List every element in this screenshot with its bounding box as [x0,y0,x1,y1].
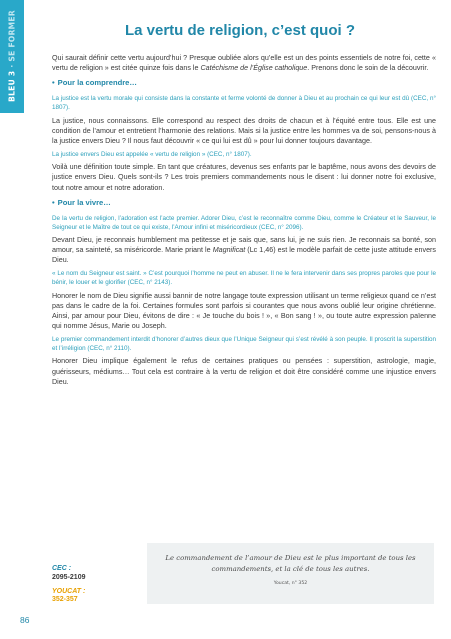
catechism-quote: La justice est la vertu morale qui consiste dans la constante et ferme volonté de donner à Dieu et au prochain ce qui leur est dû (CEC, n° 1807). [52,95,436,112]
intro-catechism-title: Catéchisme de l’Église catholique [200,64,308,73]
bullet-icon: • [52,197,55,207]
body-paragraph: Honorer Dieu implique également le refus de certaines pratiques ou pensées : superstition, astrologie, magie, guérisseurs, médiums… Tout cela est contraire à la vertu de religion et doit être considéré comme une injustice envers Dieu. [52,357,436,386]
section-heading-text: Pour la vivre… [57,197,111,207]
catechism-quote: « Le nom du Seigneur est saint. » C’est pourquoi l’homme ne peut en abuser. Il ne le fera intervenir dans ses propres paroles que pour le bénir, le louer et le glorifier (CEC, n° 2143). [52,270,436,287]
cec-value: 2095-2109 [52,573,86,581]
catechism-quote: Le premier commandement interdit d’honorer d’autres dieux que l’Unique Seigneur qui s’est révélé à son peuple. Il proscrit la superstition et l’irréligion (CEC, n° 2110). [52,335,436,352]
body-paragraph: Voilà une définition toute simple. En tant que créatures, devenus ses enfants par le baptême, nous avons des devoirs de justice envers Dieu. Quels sont-ils ? Les trois premiers commandements nous le disent : lui donner notre foi exclusive, tout notre amour et notre adoration. [52,163,436,192]
body-paragraph: La justice, nous connaissons. Elle correspond au respect des droits de chacun et à l’équité entre tous. Elle est une condition de l’amour et entretient l’harmonie des relations. Mais si la justice entre les hommes va de soi, pensons-nous à la justice envers Dieu ? Il nous faut découvrir « ce qui lui est dû » pour lui donner toujours davantage. [52,116,436,146]
youcat-label: YOUCAT : [52,587,86,595]
page-title: La vertu de religion, c’est quoi ? [124,22,356,39]
chapter-name: BLEU 3 [7,70,17,102]
chapter-tab [0,0,24,113]
intro-paragraph [52,53,436,73]
youcat-value: 352-357 [52,596,78,604]
chapter-section: SE FORMER [7,10,17,62]
body-text: (Lc 1,46) est le modèle parfait de cette juste attitude envers Dieu. [52,246,436,265]
body-paragraph: Honorer le nom de Dieu signifie aussi bannir de notre langage toute expression utilisant un terme religieux quand ce n’est pas dans le cadre de la foi. Certaines formules sont parfois si courantes que nous avons oublié leur origine chrétienne. Ainsi, par amour pour Dieu, évitons de dire : « Je touche du bois ! », « Bon sang ! », ou toute autre expression païenne qui nomme Jésus, Marie ou Joseph. [52,291,436,331]
page-number: 86 [20,615,30,625]
chapter-separator: · [7,64,17,68]
intro-text-2: . Prenons donc le soin de la découvrir. [307,64,429,73]
article-body [52,53,436,390]
body-text: Devant Dieu, je reconnais humblement ma petitesse et je sais que, sans lui, je ne suis rien. Je reconnais sa bonté, son amour, sa sainteté, sa miséricorde. Marie priant le [52,236,436,255]
section-heading-text: Pour la comprendre… [57,78,138,88]
section-heading-live [52,198,436,209]
references-block [52,565,85,605]
cec-label: CEC : [52,565,72,572]
chapter-sidebar [0,0,24,639]
callout-quote: Le commandement de l’amour de Dieu est le plus important de tous les commandements, et la clé de tous les autres. [165,554,416,573]
bullet-icon: • [52,78,55,88]
chapter-tab-label [8,10,17,102]
callout-source: Youcat, n° 352 [273,581,308,586]
catechism-quote: De la vertu de religion, l’adoration est l’acte premier. Adorer Dieu, c’est le reconnaître comme Dieu, comme le Créateur et le Sauveur, le Seigneur et le Maître de tout ce qui existe, l’Amour infini et miséricordieux (CEC, n° 2096). [52,214,436,231]
intro-text-1: Qui saurait définir cette vertu aujourd’hui ? Presque oubliée alors qu’elle est un des points essentiels de notre foi, cette « vertu de religion » est citée quinze fois dans le [52,54,436,73]
youcat-callout-box [147,543,434,604]
body-paragraph [52,235,436,265]
catechism-quote: La justice envers Dieu est appelée « vertu de religion » (CEC, n° 1807). [52,150,252,158]
section-heading-understand [52,78,436,89]
magnificat-title: Magnificat [212,246,246,255]
